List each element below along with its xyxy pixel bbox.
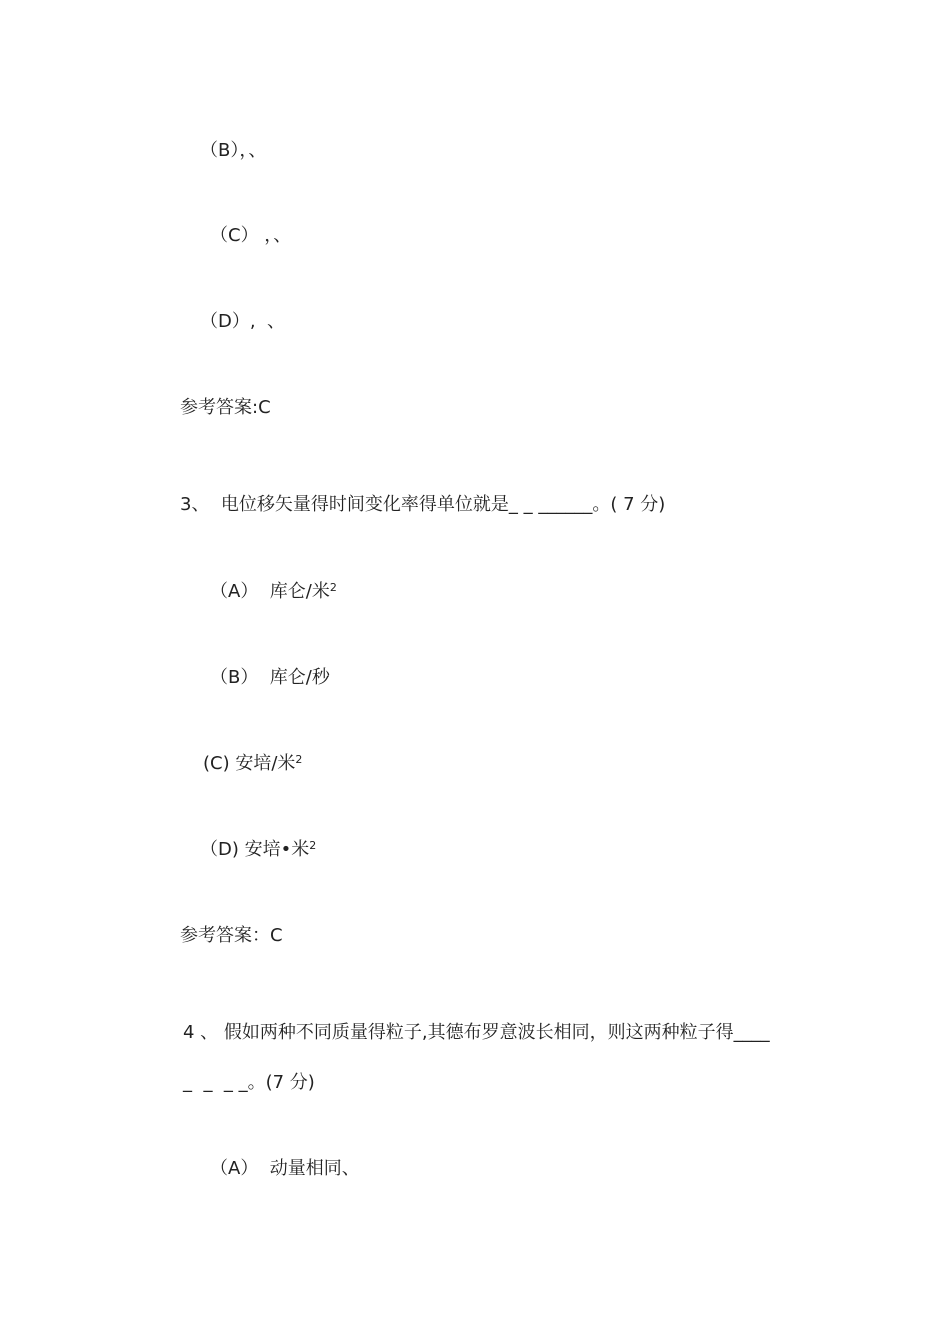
q3-option-a-sup: 2: [329, 581, 337, 594]
q3-option-d-text: （D) 安培•米: [200, 839, 310, 860]
q3-option-d-sup: 2: [309, 839, 317, 852]
q3-stem: 3、 电位移矢量得时间变化率得单位就是_ _ ______。( 7 分): [180, 494, 666, 515]
q3-option-c-sup: 2: [295, 753, 303, 766]
q3-option-a: [210, 580, 337, 604]
q3-answer: 参考答案：C: [180, 925, 283, 946]
q3-option-a-text: （A） 库仑/米: [210, 581, 330, 602]
q3-option-c: [203, 752, 302, 776]
q4-stem-line2: _ _ _ _。(7 分): [183, 1072, 315, 1093]
q3-option-b: （B） 库仑/秒: [210, 667, 330, 688]
q4-stem-line1: 4 、 假如两种不同质量得粒子,其德布罗意波长相同，则这两种粒子得____: [183, 1022, 770, 1043]
q3-option-c-text: (C) 安培/米: [203, 753, 296, 774]
q4-option-a: （A） 动量相同、: [210, 1158, 360, 1179]
q2-option-c: （C） ，、: [210, 225, 292, 246]
q2-answer: 参考答案:C: [180, 397, 271, 418]
q3-option-d: [200, 838, 316, 862]
q2-option-d: （D）, 、: [200, 311, 286, 332]
q2-option-b: （B），、: [200, 140, 267, 161]
